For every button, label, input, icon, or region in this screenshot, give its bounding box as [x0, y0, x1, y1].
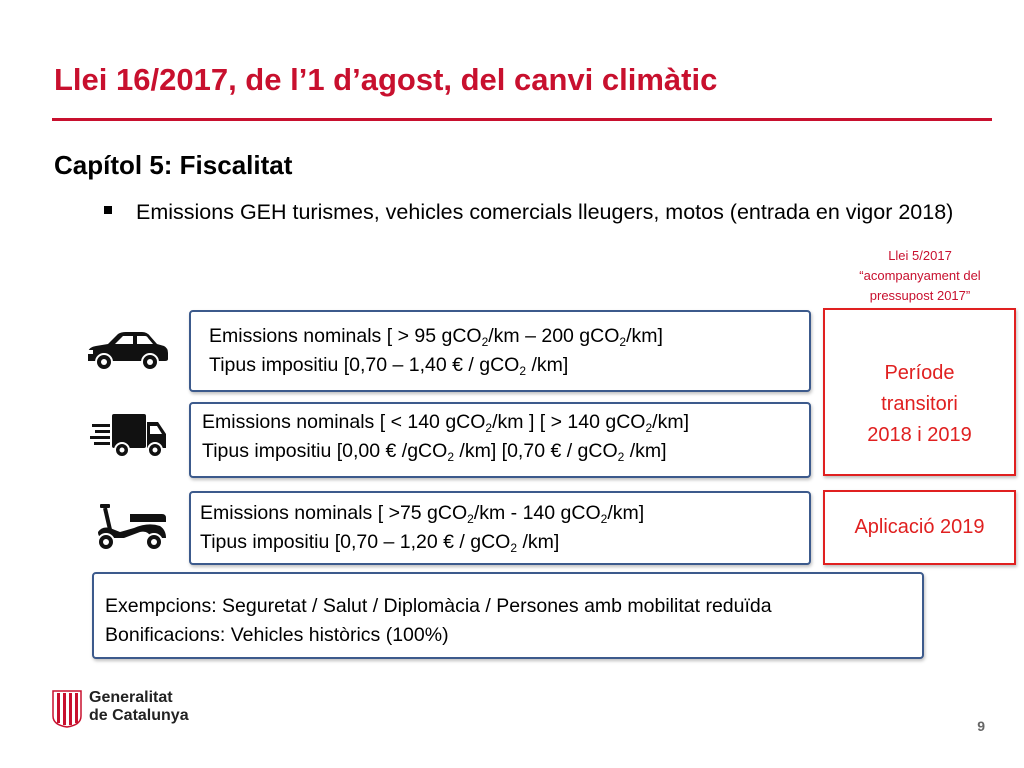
bullet-square-icon	[104, 206, 112, 214]
transitional-period-line: Període	[884, 362, 955, 384]
bonuses-line: Bonificacions: Vehicles històrics (100%)	[105, 624, 449, 646]
law-reference-line: pressupost 2017”	[869, 288, 971, 303]
scooter-icon	[90, 502, 168, 552]
law-reference-note	[820, 246, 1020, 306]
transitional-period-box	[823, 308, 1016, 476]
logo-text-line: Generalitat	[89, 689, 173, 706]
car-emissions-line: Emissions nominals [ > 95 gCO$_2$/km – 200 gCO$_2$/km]	[209, 325, 663, 349]
car-emissions-box	[189, 310, 811, 392]
law-reference-line: Llei 5/2017	[888, 248, 952, 263]
title-divider	[52, 118, 992, 121]
transitional-period-line: 2018 i 2019	[867, 424, 972, 446]
exemptions-line: Exempcions: Seguretat / Salut / Diplomàcia / Persones amb mobilitat reduïda	[105, 595, 772, 617]
generalitat-logo-text	[89, 689, 189, 725]
exemptions-box	[92, 572, 924, 659]
transitional-period-line: transitori	[881, 393, 958, 415]
section-heading: Capítol 5: Fiscalitat	[54, 150, 293, 180]
application-label: Aplicació 2019	[854, 516, 985, 538]
application-box	[823, 490, 1016, 565]
generalitat-logo-icon	[52, 690, 82, 728]
page-number: 9	[977, 718, 985, 734]
logo-text-line: de Catalunya	[89, 707, 189, 724]
truck-emissions-box	[189, 402, 811, 478]
bullet-text: Emissions GEH turismes, vehicles comercials lleugers, motos (entrada en vigor 2018)	[136, 200, 954, 224]
moto-emissions-line: Emissions nominals [ >75 gCO$_2$/km - 140 gCO$_2$/km]	[200, 502, 645, 526]
car-icon	[84, 328, 170, 374]
page-title: Llei 16/2017, de l’1 d’agost, del canvi climàtic	[54, 62, 718, 97]
truck-tax-rate-line: Tipus impositiu [0,00 € /gCO$_2$ /km] [0,70 € / gCO$_2$ /km]	[202, 440, 667, 464]
moto-tax-rate-line: Tipus impositiu [0,70 – 1,20 € / gCO$_2$ /km]	[200, 531, 560, 555]
truck-icon	[90, 410, 168, 460]
moto-emissions-box	[189, 491, 811, 565]
law-reference-line: “acompanyament del	[859, 268, 981, 283]
car-tax-rate-line: Tipus impositiu [0,70 – 1,40 € / gCO$_2$ /km]	[209, 354, 569, 378]
truck-emissions-line: Emissions nominals [ < 140 gCO$_2$/km ] [ > 140 gCO$_2$/km]	[202, 411, 689, 435]
